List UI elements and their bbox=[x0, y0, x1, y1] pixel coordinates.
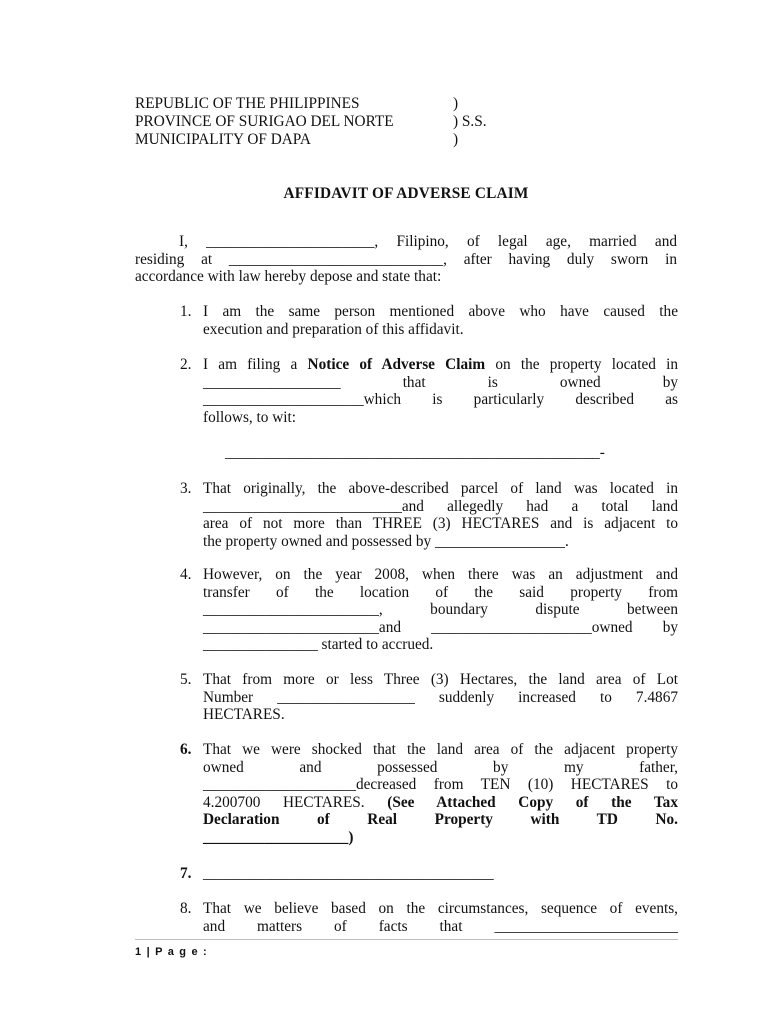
notice-of-adverse-claim-bold: Notice of Adverse Claim bbox=[307, 356, 486, 373]
intro-text: , Filipino, of legal age, married and bbox=[374, 233, 678, 250]
item-number: 6. bbox=[180, 741, 192, 758]
blank-from-location: _______________________ bbox=[203, 601, 379, 619]
blank-adjacent-owner: _________________ bbox=[434, 532, 565, 550]
item-text bbox=[203, 356, 678, 462]
item-line bbox=[203, 918, 678, 936]
blank-lot-number: __________________ bbox=[277, 688, 415, 706]
blank-father-name: ____________________ bbox=[203, 776, 356, 794]
word: is bbox=[487, 373, 498, 391]
item-line bbox=[203, 533, 678, 551]
item-text bbox=[203, 671, 678, 724]
item-line bbox=[203, 498, 678, 516]
blank-property-description: _________________________________________________- bbox=[225, 444, 605, 462]
blank-td-number: ___________________) bbox=[203, 828, 354, 846]
intro-text: residing at bbox=[135, 250, 213, 268]
item-text-run: which is particularly described as bbox=[363, 391, 678, 409]
item-text-run: suddenly increased to 7.4867 bbox=[438, 688, 678, 706]
item-line: I am the same person mentioned above who have caused the bbox=[203, 303, 678, 320]
word: by bbox=[662, 373, 678, 391]
item-number: 2. bbox=[180, 356, 192, 373]
item-line: That from more or less Three (3) Hectares, the land area of Lot bbox=[203, 671, 678, 688]
blank-original-location: __________________________ bbox=[203, 497, 402, 515]
header-left-text: REPUBLIC OF THE PHILIPPINES bbox=[135, 95, 360, 112]
item-text-run: Number bbox=[203, 688, 254, 706]
item-line-bold: Declaration of Real Property with TD No. bbox=[203, 811, 678, 829]
item-line: That originally, the above-described parcel of land was located in bbox=[203, 480, 678, 497]
item-text-run: on the property located in bbox=[485, 356, 679, 373]
blank-affiant-name: ______________________ bbox=[206, 233, 375, 250]
header-right-text: ) S.S. bbox=[453, 113, 487, 130]
blank-facts: ________________________ bbox=[494, 917, 678, 935]
item-line: That we believe based on the circumstances, sequence of events, bbox=[203, 900, 678, 917]
intro-text: I, bbox=[179, 233, 188, 250]
header-line-municipality bbox=[135, 131, 535, 149]
item-number: 1. bbox=[180, 303, 192, 320]
blank-property-location: __________________ bbox=[203, 373, 341, 391]
word: owned bbox=[559, 373, 601, 391]
header-line-republic bbox=[135, 95, 535, 113]
blank-property-owner: _____________________ bbox=[203, 391, 364, 409]
intro-text: , after having duly sworn in bbox=[443, 250, 677, 268]
item-line: owned and possessed by my father, bbox=[203, 758, 678, 776]
item-text-run: owned by bbox=[591, 618, 678, 636]
see-attached-bold: (See Attached Copy of the Tax bbox=[387, 793, 678, 811]
item-number: 3. bbox=[180, 480, 192, 497]
item-text bbox=[203, 741, 678, 847]
item-text-run: the property owned and possessed by bbox=[203, 532, 435, 550]
blank-item-7: ______________________________________ bbox=[203, 865, 494, 882]
item-line: area of not more than THREE (3) HECTARES and is adjacent to bbox=[203, 515, 678, 533]
item-text-run: 4.200700 HECTARES. bbox=[203, 793, 388, 811]
item-text-run: and matters of facts that bbox=[203, 917, 463, 935]
header-left-text: PROVINCE OF SURIGAO DEL NORTE bbox=[135, 113, 394, 130]
item-number: 5. bbox=[180, 671, 192, 688]
intro-line bbox=[135, 251, 677, 269]
item-text bbox=[203, 480, 678, 550]
item-line: transfer of the location of the said property from bbox=[203, 583, 678, 601]
item-line bbox=[203, 776, 678, 794]
blank-residence: ____________________________ bbox=[228, 250, 444, 268]
header-left-text: MUNICIPALITY OF DAPA bbox=[135, 131, 311, 148]
item-text bbox=[203, 566, 678, 654]
intro-line: accordance with law hereby depose and state that: bbox=[135, 268, 442, 286]
header-right-text: ) bbox=[453, 95, 459, 112]
blank-owner: _______________ bbox=[203, 636, 318, 654]
document-title: AFFIDAVIT OF ADVERSE CLAIM bbox=[283, 185, 529, 202]
item-text-run: , boundary dispute between bbox=[378, 601, 678, 619]
item-line bbox=[203, 794, 678, 812]
item-number: 7. bbox=[180, 865, 192, 882]
document-header bbox=[135, 95, 535, 149]
item-number: 8. bbox=[180, 900, 192, 917]
item-line bbox=[203, 601, 678, 619]
item-text-run: and allegedly had a total land bbox=[401, 497, 678, 515]
item-line: However, on the year 2008, when there was an adjustment and bbox=[203, 566, 678, 583]
item-line: HECTARES. bbox=[203, 706, 285, 724]
item-line bbox=[203, 374, 678, 392]
item-line: follows, to wit: bbox=[203, 408, 297, 426]
word: that bbox=[402, 373, 426, 391]
item-text-run: I am filing a bbox=[203, 356, 308, 373]
item-text-run: decreased from TEN (10) HECTARES to bbox=[355, 776, 678, 794]
item-line bbox=[203, 636, 678, 654]
intro-line bbox=[135, 233, 677, 251]
item-text bbox=[203, 865, 678, 883]
spacer bbox=[203, 426, 678, 444]
item-line bbox=[203, 356, 678, 374]
page-footer bbox=[135, 939, 678, 962]
item-line bbox=[203, 619, 678, 637]
intro-paragraph bbox=[135, 233, 677, 286]
item-line bbox=[203, 391, 678, 409]
item-text-run: started to accrued. bbox=[317, 636, 434, 654]
item-text-run: and bbox=[378, 618, 432, 636]
blank-party-one: _______________________ bbox=[203, 618, 379, 636]
item-number: 4. bbox=[180, 566, 192, 583]
item-text bbox=[203, 303, 678, 338]
item-text bbox=[203, 900, 678, 935]
page-number-label: 1 | P a g e : bbox=[135, 946, 208, 958]
item-line: execution and preparation of this affidavit. bbox=[203, 320, 464, 338]
item-line: That we were shocked that the land area of the adjacent property bbox=[203, 741, 678, 758]
header-line-province bbox=[135, 113, 535, 131]
item-text-run: . bbox=[565, 532, 569, 550]
header-right-text: ) bbox=[453, 131, 459, 148]
blank-party-two: _____________________ bbox=[431, 618, 592, 636]
item-line bbox=[203, 689, 678, 707]
